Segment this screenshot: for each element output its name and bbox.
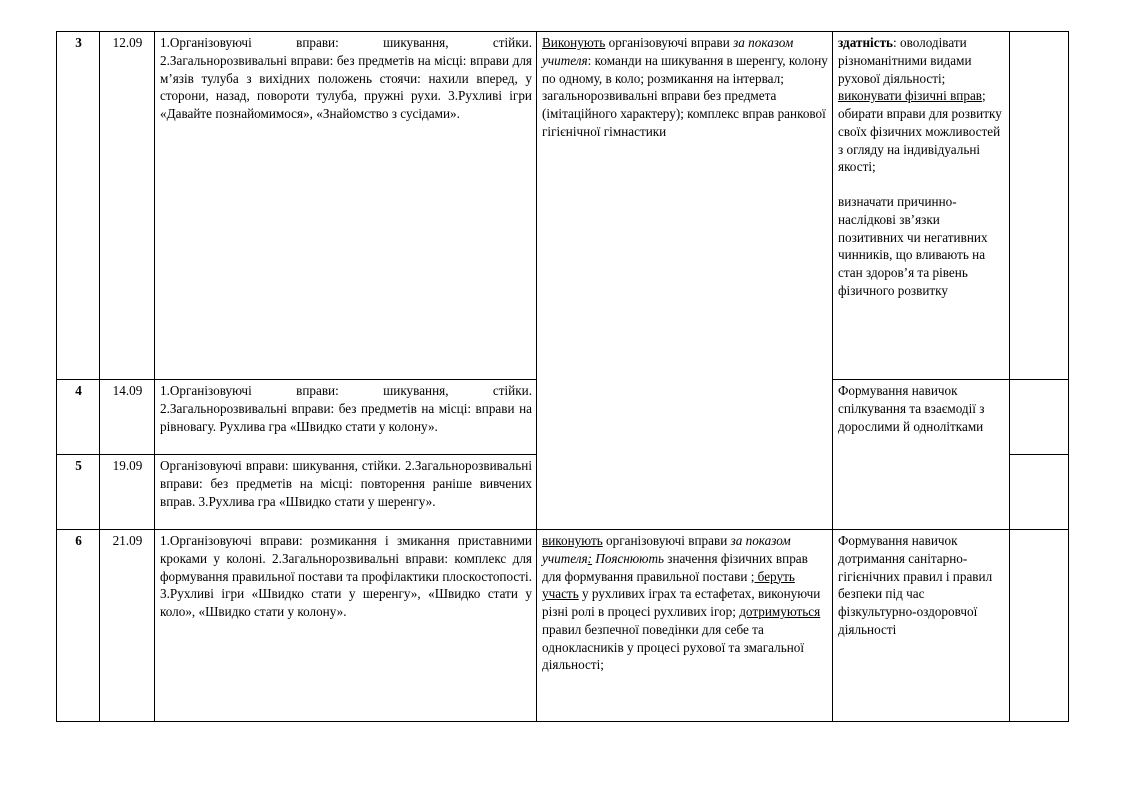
expected-results-cell (833, 380, 1010, 530)
lesson-content-cell (155, 455, 537, 530)
result-continued: обирати вправи для розвитку своїх фізичних можливостей з огляду на індивідуальні якості; (838, 106, 1002, 175)
result-after-lead: : оволодівати різноманітними видами рухової діяльності; (838, 35, 972, 86)
lesson-content-cell (155, 380, 537, 455)
notes-cell[interactable] (1010, 32, 1069, 380)
lesson-content-cell (155, 530, 537, 722)
row-number-cell: 4 (57, 380, 100, 455)
expected-results-text (838, 34, 1005, 176)
activity-lead-rest: організовуючі вправи (605, 35, 734, 50)
student-activity-text (542, 34, 828, 141)
lesson-plan-table (56, 31, 1069, 722)
lesson-content-text: 1.Організовуючі вправи: розмикання і змикання приставними кроками у колоні. 2.Загальнорозвивальні вправи: комплекс для формування правильної постави та профілактики плоскостопості. 3.Рухливі ігри «Швидко стати у шеренгу», «Швидко стати у коло», «Швидко стати у колону». (160, 533, 532, 619)
expected-results-cell (833, 530, 1010, 722)
expected-results-text: Формування навичок спілкування та взаємодії з дорослими й однолітками (838, 383, 985, 434)
expected-results-cell (833, 32, 1010, 380)
notes-cell[interactable] (1010, 530, 1069, 722)
student-activity-text (542, 532, 828, 674)
activity-mid: значення фізичних вправ для формування правильної постави (542, 550, 808, 584)
notes-cell[interactable] (1010, 455, 1069, 530)
expected-results-text: Формування навичок дотримання санітарно-гігієнічних правил і правил безпеки під час фізкультурно-оздоровчої діяльності (838, 533, 993, 637)
lesson-content-cell (155, 32, 537, 380)
activity-italic-colon: : (587, 550, 593, 566)
row-number-cell: 5 (57, 455, 100, 530)
lesson-content-text: 1.Організовуючі вправи: шикування, стійки. 2.Загальнорозвивальні вправи: без предметів на місці: вправи для м’язів тулуба з вихідних положень стоячи: нахили вперед, у сторони, назад, повороти тулуба, пружні рухи. 3.Рухливі ігри «Давайте познайомимося», «Знайомство з сусідами». (160, 35, 532, 121)
activity-italic-part: за показом учителя (542, 533, 791, 566)
row-date-cell: 21.09 (100, 530, 155, 722)
lesson-content-text: 1.Організовуючі вправи: шикування, стійки. 2.Загальнорозвивальні вправи: без предметів на місці: вправи на рівновагу. Рухлива гра «Швидко стати у колону». (160, 383, 532, 434)
activity-underlined-part-2: ; беруть участь (542, 568, 795, 602)
table-row (57, 32, 1069, 380)
row-number-cell: 3 (57, 32, 100, 380)
result-underlined-part: виконувати фізичні вправ (838, 88, 983, 104)
result-bold-lead: здатність (838, 35, 894, 50)
row-date-cell: 14.09 (100, 380, 155, 455)
student-activity-cell (537, 32, 833, 530)
activity-italic-part: за показом учителя (542, 35, 794, 68)
expected-results-text-2: визначати причинно-наслідкові зв’язки позитивних чи негативних чинників, що вливають на стан здоров’я та рівень фізичного розвитку (838, 194, 988, 298)
activity-after-3: правил безпечної поведінки для себе та однокласників у процесі рухової та змагальної діяльності; (542, 621, 805, 673)
row-date-cell: 12.09 (100, 32, 155, 380)
activity-underlined-part-3: дотримуються (739, 604, 821, 619)
activity-italic-part-2: Пояснюють (592, 550, 664, 566)
table-row (57, 530, 1069, 722)
activity-after-2: у рухливих іграх та естафетах, виконуючи різні ролі в процесі рухливих ігор; (542, 586, 821, 619)
activity-lead-rest: організовуючі вправи (602, 533, 731, 548)
student-activity-cell (537, 530, 833, 722)
notes-cell[interactable] (1010, 380, 1069, 455)
row-number-cell: 6 (57, 530, 100, 722)
activity-body: : команди на шикування в шеренгу, колону по одному, в коло; розмикання на інтервал; загальнорозвивальні вправи без предмета (імітаційного характеру); комплекс вправ ранкової гігієнічної гімнастики (542, 52, 828, 139)
paragraph-spacer (838, 176, 1005, 193)
lesson-content-text: Організовуючі вправи: шикування, стійки. 2.Загальнорозвивальні вправи: без предметів на місці: повторення раніше вивчених вправ. 3.Рухлива гра «Швидко стати у шеренгу». (160, 458, 532, 509)
activity-lead-underlined: виконують (542, 533, 603, 548)
activity-lead-underlined: Виконують (542, 35, 606, 50)
row-date-cell: 19.09 (100, 455, 155, 530)
result-after-underline: ; (982, 88, 986, 104)
